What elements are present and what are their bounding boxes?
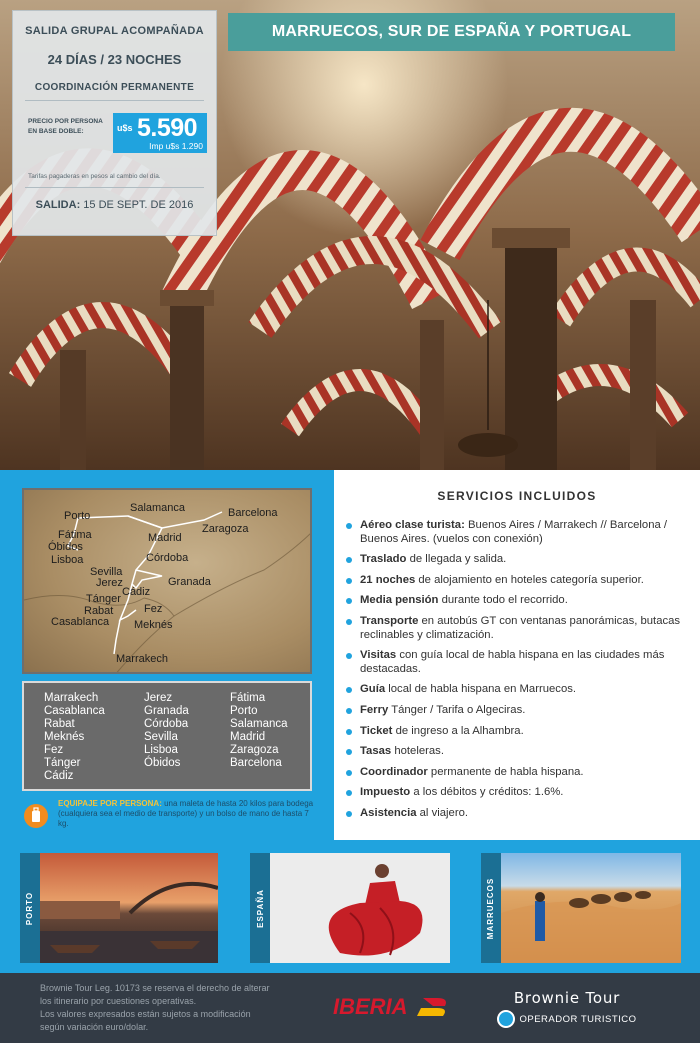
service-name: Ticket bbox=[360, 724, 393, 737]
service-name: Tasas bbox=[360, 745, 392, 758]
map-city-fatima: Fátima bbox=[58, 529, 92, 541]
departure-label: SALIDA: bbox=[35, 199, 81, 211]
list-item bbox=[346, 704, 692, 718]
service-detail: Buenos Aires / Marrakech // Barcelona / Buenos Aires. (vuelos con conexión) bbox=[360, 519, 668, 545]
gallery-tile-espana bbox=[250, 853, 450, 963]
list-item: Barcelona bbox=[230, 757, 282, 769]
service-name: Asistencia bbox=[360, 806, 417, 819]
gallery-label: PORTO bbox=[25, 891, 35, 925]
list-item: Óbidos bbox=[144, 757, 181, 769]
luggage-description: una maleta de hasta 20 kilos para bodega (cualquiera sea el medio de transporte) y un bolso de mano de hasta 7 kg. bbox=[58, 799, 314, 828]
brownie-tour-logo bbox=[492, 989, 642, 1029]
gallery-label: MARRUECOS bbox=[486, 877, 496, 939]
map-city-marrakech: Marrakech bbox=[116, 653, 168, 665]
legal-disclaimer bbox=[40, 982, 310, 1034]
luggage-icon bbox=[24, 804, 48, 828]
list-item bbox=[346, 553, 692, 567]
service-name: Traslado bbox=[360, 553, 407, 566]
cities-list bbox=[22, 681, 312, 791]
map-city-barcelona: Barcelona bbox=[228, 507, 278, 519]
list-item: Cádiz bbox=[44, 770, 74, 782]
luggage-label: EQUIPAJE POR PERSONA: bbox=[58, 799, 162, 808]
list-item bbox=[346, 519, 692, 546]
map-city-granada: Granada bbox=[168, 576, 211, 588]
map-city-meknes: Meknés bbox=[134, 619, 173, 631]
service-detail: de alojamiento en hoteles categoría superior. bbox=[415, 573, 644, 586]
service-detail: de ingreso a la Alhambra. bbox=[392, 724, 524, 737]
hero-photo bbox=[0, 0, 700, 470]
service-detail: permanente de habla hispana. bbox=[427, 765, 584, 778]
list-item: Casablanca bbox=[44, 705, 105, 717]
price-row bbox=[13, 109, 216, 159]
list-item: Tánger bbox=[44, 757, 81, 769]
service-name: Visitas bbox=[360, 649, 397, 662]
map-city-madrid: Madrid bbox=[148, 532, 182, 544]
luggage-info bbox=[24, 799, 314, 835]
service-name: Guía bbox=[360, 683, 386, 696]
trip-coordination: COORDINACIÓN PERMANENTE bbox=[34, 82, 195, 93]
list-item: Lisboa bbox=[144, 744, 178, 756]
service-name: Ferry bbox=[360, 703, 389, 716]
list-item: Granada bbox=[144, 705, 189, 717]
gallery-label-bar bbox=[481, 853, 501, 963]
map-city-fez: Fez bbox=[144, 603, 163, 615]
flamenco-photo bbox=[270, 853, 450, 963]
legal-line: según variación euro/dolar. bbox=[40, 1022, 149, 1032]
brand-tagline: OPERADOR TURISTICO bbox=[519, 1013, 637, 1025]
map-city-obidos: Óbidos bbox=[48, 541, 83, 553]
service-name: Coordinador bbox=[360, 765, 428, 778]
list-item: Madrid bbox=[230, 731, 266, 743]
service-name: Impuesto bbox=[360, 786, 411, 799]
iberia-logo bbox=[333, 992, 453, 1020]
list-item: Fez bbox=[44, 744, 64, 756]
list-item: Salamanca bbox=[230, 718, 288, 730]
gallery-label: ESPAÑA bbox=[255, 888, 265, 928]
price-box bbox=[12, 10, 217, 236]
cities-column-1 bbox=[44, 692, 105, 783]
service-detail: a los débitos y créditos: 1.6%. bbox=[410, 786, 564, 799]
list-item: Meknés bbox=[44, 731, 85, 743]
page-title: MARRUECOS, SUR DE ESPAÑA Y PORTUGAL bbox=[228, 13, 675, 51]
route-map bbox=[22, 488, 312, 674]
map-city-cadiz: Cádiz bbox=[122, 586, 151, 598]
services-title: SERVICIOS INCLUIDOS bbox=[437, 489, 597, 503]
list-item bbox=[346, 786, 692, 800]
brand-tagline-row bbox=[492, 1010, 642, 1028]
list-item: Marrakech bbox=[44, 692, 99, 704]
list-item: Rabat bbox=[44, 718, 75, 730]
map-city-jerez: Jerez bbox=[96, 577, 123, 589]
service-detail: Tánger / Tarifa o Algeciras. bbox=[388, 703, 526, 716]
service-name: Media pensión bbox=[360, 594, 439, 607]
services-list bbox=[346, 519, 692, 828]
service-name: 21 noches bbox=[360, 573, 416, 586]
map-city-porto: Porto bbox=[64, 510, 91, 522]
svg-text:IBERIA: IBERIA bbox=[333, 994, 408, 1019]
trip-duration: 24 DÍAS / 23 NOCHES bbox=[47, 52, 182, 67]
gallery-label-bar bbox=[20, 853, 40, 963]
list-item bbox=[346, 574, 692, 588]
trip-type: SALIDA GRUPAL ACOMPAÑADA bbox=[25, 25, 204, 37]
list-item bbox=[346, 725, 692, 739]
map-city-lisboa: Lisboa bbox=[51, 554, 84, 566]
list-item: Jerez bbox=[144, 692, 173, 704]
departure bbox=[13, 199, 216, 211]
map-city-cordoba: Córdoba bbox=[146, 552, 189, 564]
list-item bbox=[346, 649, 692, 676]
service-detail: con guía local de habla hispana en las ciudades más destacadas. bbox=[360, 649, 665, 675]
divider bbox=[25, 187, 204, 188]
map-city-tanger: Tánger bbox=[86, 593, 121, 605]
list-item bbox=[346, 745, 692, 759]
porto-photo bbox=[40, 853, 218, 963]
list-item: Fátima bbox=[230, 692, 266, 704]
map-city-salamanca: Salamanca bbox=[130, 502, 186, 514]
departure-date: 15 DE SEPT. DE 2016 bbox=[83, 199, 194, 211]
price-caption-line-1: PRECIO POR PERSONA bbox=[28, 118, 103, 125]
list-item bbox=[346, 807, 692, 821]
divider bbox=[25, 100, 204, 101]
desert-photo bbox=[501, 853, 681, 963]
cities-column-2 bbox=[144, 692, 189, 770]
list-item: Córdoba bbox=[144, 718, 189, 730]
globe-icon bbox=[497, 1010, 515, 1028]
price-caption bbox=[28, 117, 118, 137]
gallery-tile-porto bbox=[20, 853, 218, 963]
map-city-sevilla: Sevilla bbox=[90, 566, 123, 578]
price-caption-line-2: EN BASE DOBLE: bbox=[28, 128, 84, 135]
price-currency: u$s bbox=[117, 123, 133, 133]
map-city-rabat: Rabat bbox=[84, 605, 114, 617]
cities-column-3 bbox=[230, 692, 288, 770]
price-tag bbox=[113, 113, 207, 153]
list-item bbox=[346, 615, 692, 642]
map-city-zaragoza: Zaragoza bbox=[202, 523, 249, 535]
list-item bbox=[346, 683, 692, 697]
service-detail: hoteleras. bbox=[391, 745, 444, 758]
price-amount: 5.590 bbox=[137, 114, 198, 142]
map-city-casablanca: Casablanca bbox=[51, 616, 110, 628]
list-item: Porto bbox=[230, 705, 258, 717]
price-note: Tarifas pagaderas en pesos al cambio del día. bbox=[28, 173, 161, 180]
list-item: Sevilla bbox=[144, 731, 178, 743]
luggage-text bbox=[58, 799, 316, 829]
service-detail: al viajero. bbox=[416, 806, 469, 819]
service-detail: en autobús GT con ventanas panorámicas, butacas reclinables y climatización. bbox=[360, 614, 681, 641]
list-item bbox=[346, 594, 692, 608]
service-detail: local de habla hispana en Marruecos. bbox=[385, 683, 577, 696]
brand-name: Brownie Tour bbox=[513, 989, 621, 1007]
legal-line: los itinerario por cuestiones operativas. bbox=[40, 996, 197, 1006]
price-taxes: Imp u$s 1.290 bbox=[149, 141, 203, 151]
list-item bbox=[346, 766, 692, 780]
list-item: Zaragoza bbox=[230, 744, 279, 756]
service-detail: durante todo el recorrido. bbox=[438, 594, 568, 607]
gallery-label-bar bbox=[250, 853, 270, 963]
service-detail: de llegada y salida. bbox=[406, 553, 507, 566]
service-name: Transporte bbox=[360, 614, 419, 627]
legal-line: Los valores expresados están sujetos a modificación bbox=[40, 1009, 251, 1019]
service-name: Aéreo clase turista: bbox=[360, 519, 465, 531]
legal-line: Brownie Tour Leg. 10173 se reserva el derecho de alterar bbox=[40, 983, 270, 993]
gallery-tile-marruecos bbox=[481, 853, 681, 963]
